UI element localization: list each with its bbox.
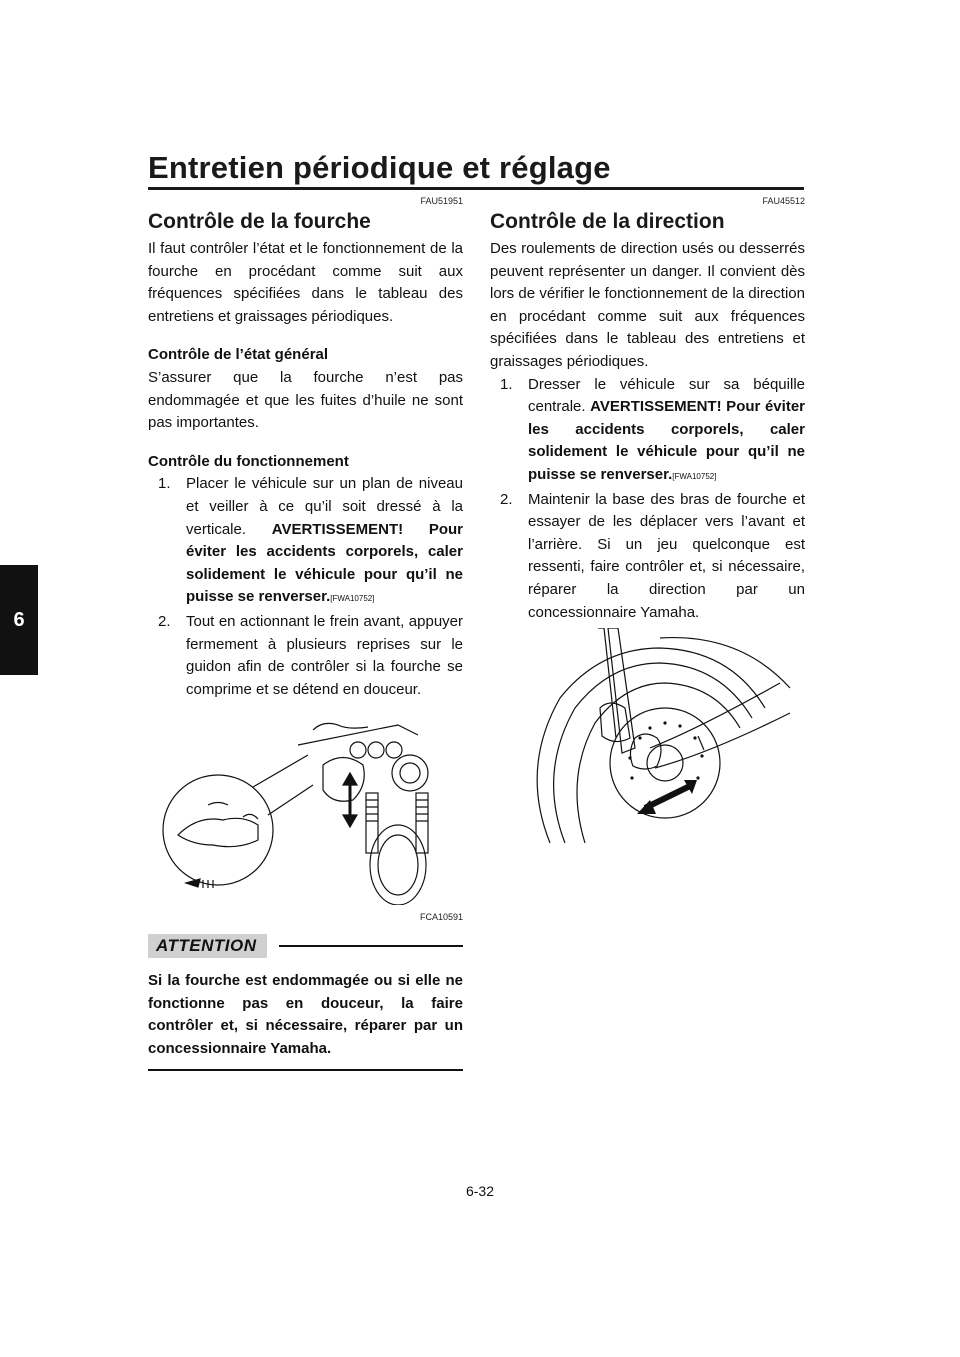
right-column [490,196,805,848]
attention-text: Si la fourche est endommagée ou si elle ne fonctionne pas en douceur, la faire contrôler et, si nécessaire, réparer par un concessionnaire Yamaha. [148,972,463,1058]
page-number: 6-32 [465,1183,495,1199]
section-code: FAU45512 [762,196,805,206]
fork-intro: Il faut contrôler l’état et le fonctionnement de la fourche en procédant comme suit aux fréquences spécifiées dans le tableau des entretiens et graissages périodiques. [148,240,463,325]
section-title-fork: Contrôle de la fourche [148,210,371,233]
steering-illustration-svg [490,628,805,843]
fork-illustration [148,705,463,924]
list-item [490,374,805,489]
step-text: Placer le véhicule sur un plan de niveau et veiller à ce qu’il soit dressé à la verticale. [186,475,463,538]
subsection-operation-check: Contrôle du fonctionnement [148,452,349,470]
steering-steps [490,374,805,625]
step-warning: AVERTISSEMENT! Pour éviter les accidents corporels, caler solidement le véhicule pour qu’il ne puisse se renverser. [528,398,805,483]
list-item [148,611,463,701]
fork-steps [148,473,463,701]
fork-illustration-svg [148,705,463,905]
steering-illustration [490,628,805,848]
attention-label: ATTENTION [148,934,267,958]
attention-rule [279,945,463,947]
page-header-title: Entretien périodique et réglage [148,150,611,185]
steering-intro: Des roulements de direction usés ou desserrés peuvent représenter un danger. Il convient dès lors de vérifier le fonctionnement de la direction en procédant comme suit aux fréquences spécifiées dans le tableau des entretiens et graissages périodiques. [490,240,805,370]
step-text: Dresser le véhicule sur sa béquille centrale. [528,375,805,416]
figure-code: FCA10591 [419,912,463,923]
warning-ref: [FWA10752] [672,471,717,481]
header-rule [148,187,804,190]
warning-ref: [FWA10752] [330,594,375,604]
step-text: Maintenir la base des bras de fourche et essayer de les déplacer vers l’avant et l’arrière. Si un jeu quelconque est ressenti, faire contrôler et, si nécessaire, réparer la direction par un concessionnaire Yamaha. [528,490,805,621]
step-number: 2. [500,490,513,508]
step-number: 1. [158,475,171,493]
step-warning: AVERTISSEMENT! Pour éviter les accidents corporels, caler solidement le véhicule pour qu’il ne puisse se renverser. [186,520,463,606]
attention-box [148,932,463,1070]
section-title-steering: Contrôle de la direction [490,210,725,233]
section-code: FAU51951 [420,196,463,206]
left-column [148,196,463,1071]
step-number: 1. [500,375,513,393]
subsection-general-check: Contrôle de l’état général [148,346,329,364]
general-check-text: S’assurer que la fourche n’est pas endommagée et que les fuites d’huile ne sont pas importantes. [148,368,463,432]
step-number: 2. [158,612,171,630]
list-item [148,473,463,611]
step-text: Tout en actionnant le frein avant, appuyer fermement à plusieurs reprises sur le guidon afin de contrôler si la fourche se comprime et se détend en douceur. [186,612,463,698]
attention-bottom-rule [148,1069,463,1071]
chapter-tab: 6 [0,565,38,675]
attention-header [148,932,463,960]
list-item [490,489,805,625]
